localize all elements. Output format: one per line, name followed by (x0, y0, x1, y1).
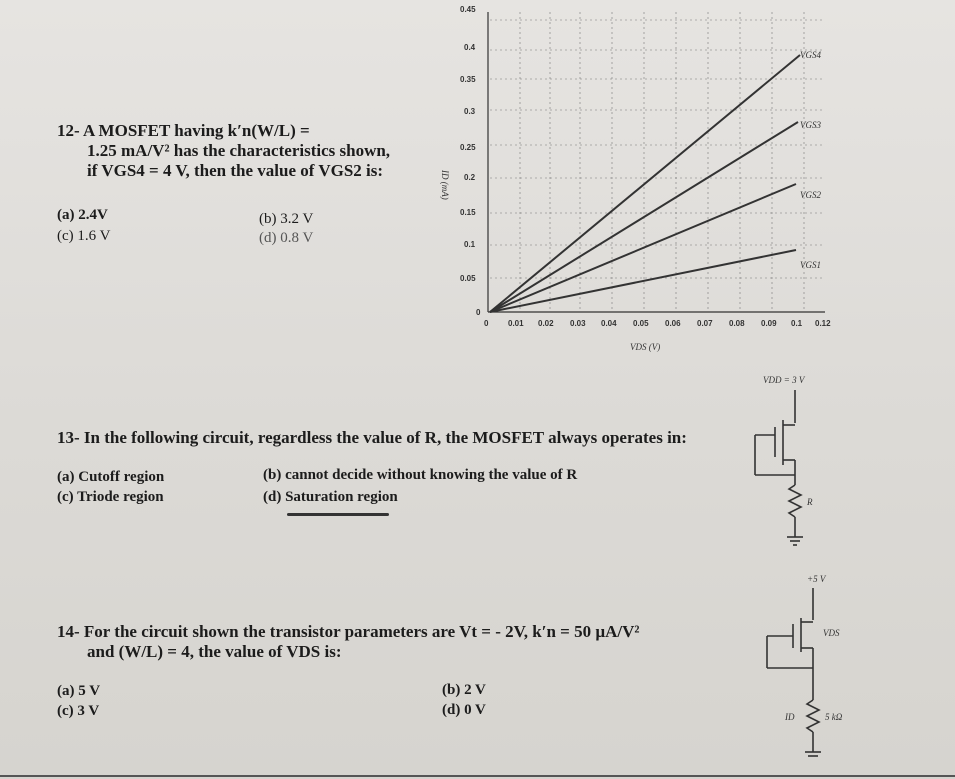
ytick-8: 0.1 (464, 240, 476, 249)
q12-line-1: 12- A MOSFET having k′n(W/L) = (57, 121, 310, 140)
circuit14-vds-label: VDS (823, 628, 840, 638)
page-bottom-edge (0, 775, 955, 777)
q13-option-b[interactable]: (b) cannot decide without knowing the value of R (263, 467, 578, 483)
xtick-2: 0.01 (508, 319, 524, 328)
question-12 (57, 121, 427, 181)
label-vgs3: VGS3 (800, 120, 821, 130)
ytick-2: 0.4 (464, 43, 476, 52)
graph-axes (488, 12, 825, 312)
label-vgs4: VGS4 (800, 50, 821, 60)
ytick-4: 0.3 (464, 107, 476, 116)
q14-option-d[interactable]: (d) 0 V (442, 702, 486, 718)
q13-answer-underline (287, 513, 389, 516)
q12-option-c[interactable]: (c) 1.6 V (57, 228, 111, 244)
circuit-13 (735, 365, 845, 555)
circuit14-id-label: ID (785, 712, 795, 722)
ytick-1: 0.45 (460, 5, 476, 14)
circuit13-supply-label: VDD = 3 V (763, 375, 805, 385)
q14-option-a[interactable]: (a) 5 V (57, 683, 101, 699)
q14-option-c[interactable]: (c) 3 V (57, 703, 100, 719)
q12-line-3: if VGS4 = 4 V, then the value of VGS2 is: (87, 161, 384, 180)
curve-vgs1 (490, 250, 796, 312)
q12-line-2: 1.25 mA/V² has the characteristics shown, (87, 141, 391, 160)
graph-grid (490, 12, 825, 312)
id-vds-graph (420, 0, 840, 360)
graph-xticks (484, 319, 831, 328)
graph-curves (490, 55, 800, 312)
circuit-14 (745, 570, 855, 770)
xtick-12: 0.12 (815, 319, 831, 328)
q13-option-a[interactable]: (a) Cutoff region (57, 469, 165, 485)
curve-vgs2 (490, 184, 796, 312)
q14-option-b[interactable]: (b) 2 V (442, 682, 486, 698)
xtick-9: 0.08 (729, 319, 745, 328)
xtick-7: 0.06 (665, 319, 681, 328)
circuit13-resistor-label: R (807, 497, 813, 507)
graph-x-label: VDS (V) (630, 342, 661, 352)
q13-option-c[interactable]: (c) Triode region (57, 489, 164, 505)
question-14 (57, 622, 737, 662)
circuit14-supply-label: +5 V (807, 574, 826, 584)
xtick-10: 0.09 (761, 319, 777, 328)
question-13: 13- In the following circuit, regardless the value of R, the MOSFET always operates in: (57, 428, 687, 447)
xtick-5: 0.04 (601, 319, 617, 328)
ytick-6: 0.2 (464, 173, 476, 182)
xtick-1: 0 (484, 319, 489, 328)
ytick-3: 0.35 (460, 75, 476, 84)
q12-option-d[interactable]: (d) 0.8 V (259, 230, 314, 246)
ytick-7: 0.15 (460, 208, 476, 217)
ytick-9: 0.05 (460, 274, 476, 283)
q12-option-b[interactable]: (b) 3.2 V (259, 211, 314, 227)
graph-y-label: ID (mA) (440, 170, 450, 200)
q14-line-2: and (W/L) = 4, the value of VDS is: (87, 642, 342, 661)
xtick-11: 0.1 (791, 319, 803, 328)
label-vgs1: VGS1 (800, 260, 821, 270)
q12-option-a[interactable]: (a) 2.4V (57, 207, 108, 223)
graph-yticks (460, 5, 481, 317)
ytick-5: 0.25 (460, 143, 476, 152)
xtick-4: 0.03 (570, 319, 586, 328)
xtick-3: 0.02 (538, 319, 554, 328)
circuit14-resistor-label: 5 kΩ (825, 712, 843, 722)
q13-option-d[interactable]: (d) Saturation region (263, 489, 398, 505)
curve-vgs4 (490, 55, 800, 312)
ytick-10: 0 (476, 308, 481, 317)
label-vgs2: VGS2 (800, 190, 821, 200)
q14-line-1: 14- For the circuit shown the transistor parameters are Vt = - 2V, k′n = 50 µA/V² (57, 622, 640, 641)
xtick-6: 0.05 (633, 319, 649, 328)
xtick-8: 0.07 (697, 319, 713, 328)
